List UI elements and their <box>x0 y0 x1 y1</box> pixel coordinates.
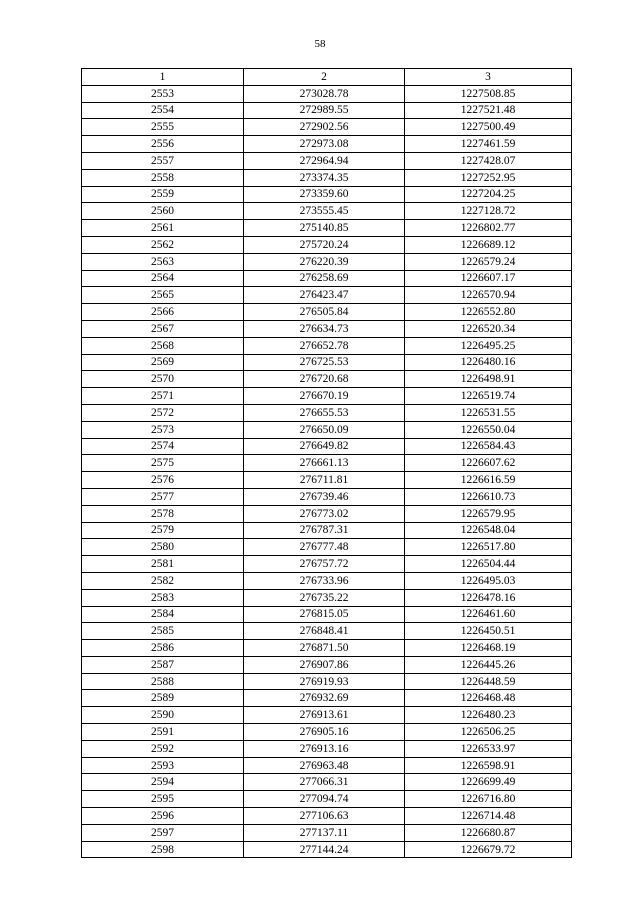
cell-point-number: 2578 <box>82 505 244 522</box>
cell-y-coordinate: 1226448.59 <box>405 673 572 690</box>
table-row <box>82 522 572 539</box>
table-row <box>82 388 572 405</box>
cell-y-coordinate: 1226480.16 <box>405 354 572 371</box>
cell-point-number: 2593 <box>82 757 244 774</box>
cell-point-number: 2569 <box>82 354 244 371</box>
cell-point-number: 2573 <box>82 421 244 438</box>
table-row <box>82 455 572 472</box>
table-row <box>82 404 572 421</box>
cell-y-coordinate: 1227500.49 <box>405 119 572 136</box>
table-row <box>82 572 572 589</box>
cell-x-coordinate: 276720.68 <box>244 371 405 388</box>
table-row <box>82 724 572 741</box>
cell-point-number: 2571 <box>82 388 244 405</box>
cell-x-coordinate: 276773.02 <box>244 505 405 522</box>
cell-x-coordinate: 276220.39 <box>244 253 405 270</box>
cell-x-coordinate: 276739.46 <box>244 488 405 505</box>
table-row <box>82 102 572 119</box>
table-row <box>82 169 572 186</box>
cell-y-coordinate: 1226550.04 <box>405 421 572 438</box>
table-row <box>82 253 572 270</box>
cell-point-number: 2576 <box>82 472 244 489</box>
cell-point-number: 2585 <box>82 623 244 640</box>
cell-y-coordinate: 1226607.62 <box>405 455 572 472</box>
cell-x-coordinate: 276913.61 <box>244 707 405 724</box>
table-row <box>82 472 572 489</box>
table-row <box>82 438 572 455</box>
cell-y-coordinate: 1226579.24 <box>405 253 572 270</box>
cell-point-number: 2561 <box>82 220 244 237</box>
cell-x-coordinate: 272902.56 <box>244 119 405 136</box>
cell-y-coordinate: 1226480.23 <box>405 707 572 724</box>
table-row <box>82 236 572 253</box>
cell-point-number: 2591 <box>82 724 244 741</box>
cell-x-coordinate: 276777.48 <box>244 539 405 556</box>
cell-x-coordinate: 276670.19 <box>244 388 405 405</box>
cell-x-coordinate: 273359.60 <box>244 186 405 203</box>
cell-y-coordinate: 1226680.87 <box>405 824 572 841</box>
table-row <box>82 606 572 623</box>
cell-y-coordinate: 1226533.97 <box>405 740 572 757</box>
cell-y-coordinate: 1226716.80 <box>405 791 572 808</box>
column-header-y: 3 <box>405 69 572 86</box>
cell-point-number: 2562 <box>82 236 244 253</box>
table-row <box>82 841 572 858</box>
table-row <box>82 152 572 169</box>
cell-point-number: 2577 <box>82 488 244 505</box>
table-row <box>82 337 572 354</box>
table-row <box>82 505 572 522</box>
table-row <box>82 421 572 438</box>
table-row <box>82 707 572 724</box>
table-row <box>82 287 572 304</box>
table-row <box>82 539 572 556</box>
cell-x-coordinate: 276848.41 <box>244 623 405 640</box>
cell-x-coordinate: 276505.84 <box>244 304 405 321</box>
cell-x-coordinate: 276711.81 <box>244 472 405 489</box>
column-header-point: 1 <box>82 69 244 86</box>
table-row <box>82 791 572 808</box>
cell-y-coordinate: 1226610.73 <box>405 488 572 505</box>
cell-point-number: 2598 <box>82 841 244 858</box>
table-row <box>82 320 572 337</box>
table-row <box>82 136 572 153</box>
cell-y-coordinate: 1226802.77 <box>405 220 572 237</box>
table-row <box>82 354 572 371</box>
cell-x-coordinate: 273555.45 <box>244 203 405 220</box>
cell-point-number: 2556 <box>82 136 244 153</box>
cell-point-number: 2559 <box>82 186 244 203</box>
cell-x-coordinate: 273028.78 <box>244 85 405 102</box>
cell-x-coordinate: 276932.69 <box>244 690 405 707</box>
cell-y-coordinate: 1226714.48 <box>405 808 572 825</box>
cell-y-coordinate: 1226520.34 <box>405 320 572 337</box>
cell-point-number: 2588 <box>82 673 244 690</box>
cell-point-number: 2583 <box>82 589 244 606</box>
table-row <box>82 824 572 841</box>
cell-point-number: 2582 <box>82 572 244 589</box>
cell-y-coordinate: 1226579.95 <box>405 505 572 522</box>
cell-y-coordinate: 1226607.17 <box>405 270 572 287</box>
cell-point-number: 2560 <box>82 203 244 220</box>
cell-y-coordinate: 1226504.44 <box>405 556 572 573</box>
table-row <box>82 774 572 791</box>
cell-y-coordinate: 1226445.26 <box>405 656 572 673</box>
table-row <box>82 623 572 640</box>
cell-point-number: 2575 <box>82 455 244 472</box>
cell-x-coordinate: 276815.05 <box>244 606 405 623</box>
cell-point-number: 2566 <box>82 304 244 321</box>
coordinates-table <box>81 68 572 858</box>
cell-y-coordinate: 1227508.85 <box>405 85 572 102</box>
cell-point-number: 2579 <box>82 522 244 539</box>
cell-x-coordinate: 276913.16 <box>244 740 405 757</box>
cell-y-coordinate: 1226468.19 <box>405 640 572 657</box>
cell-y-coordinate: 1226531.55 <box>405 404 572 421</box>
cell-y-coordinate: 1226495.03 <box>405 572 572 589</box>
cell-x-coordinate: 273374.35 <box>244 169 405 186</box>
table-row <box>82 740 572 757</box>
table-row <box>82 304 572 321</box>
cell-x-coordinate: 276963.48 <box>244 757 405 774</box>
cell-x-coordinate: 277094.74 <box>244 791 405 808</box>
column-header-x: 2 <box>244 69 405 86</box>
cell-x-coordinate: 276871.50 <box>244 640 405 657</box>
cell-y-coordinate: 1226584.43 <box>405 438 572 455</box>
cell-x-coordinate: 277137.11 <box>244 824 405 841</box>
cell-y-coordinate: 1226498.91 <box>405 371 572 388</box>
cell-x-coordinate: 272973.08 <box>244 136 405 153</box>
cell-point-number: 2596 <box>82 808 244 825</box>
cell-point-number: 2594 <box>82 774 244 791</box>
cell-x-coordinate: 276650.09 <box>244 421 405 438</box>
cell-x-coordinate: 276655.53 <box>244 404 405 421</box>
cell-x-coordinate: 275720.24 <box>244 236 405 253</box>
cell-x-coordinate: 276652.78 <box>244 337 405 354</box>
table-row <box>82 119 572 136</box>
cell-y-coordinate: 1226478.16 <box>405 589 572 606</box>
table-row <box>82 270 572 287</box>
cell-point-number: 2572 <box>82 404 244 421</box>
cell-y-coordinate: 1226468.48 <box>405 690 572 707</box>
cell-y-coordinate: 1226450.51 <box>405 623 572 640</box>
cell-y-coordinate: 1226570.94 <box>405 287 572 304</box>
table-header-row <box>82 69 572 86</box>
cell-point-number: 2570 <box>82 371 244 388</box>
cell-y-coordinate: 1226699.49 <box>405 774 572 791</box>
cell-y-coordinate: 1226552.80 <box>405 304 572 321</box>
cell-x-coordinate: 276787.31 <box>244 522 405 539</box>
table-row <box>82 589 572 606</box>
cell-x-coordinate: 276757.72 <box>244 556 405 573</box>
cell-x-coordinate: 276649.82 <box>244 438 405 455</box>
cell-point-number: 2568 <box>82 337 244 354</box>
cell-y-coordinate: 1226679.72 <box>405 841 572 858</box>
cell-point-number: 2597 <box>82 824 244 841</box>
cell-y-coordinate: 1226689.12 <box>405 236 572 253</box>
table-row <box>82 673 572 690</box>
cell-y-coordinate: 1227204.25 <box>405 186 572 203</box>
cell-x-coordinate: 276907.86 <box>244 656 405 673</box>
cell-x-coordinate: 276661.13 <box>244 455 405 472</box>
cell-point-number: 2589 <box>82 690 244 707</box>
cell-x-coordinate: 277144.24 <box>244 841 405 858</box>
cell-point-number: 2586 <box>82 640 244 657</box>
cell-point-number: 2587 <box>82 656 244 673</box>
cell-point-number: 2567 <box>82 320 244 337</box>
table-row <box>82 371 572 388</box>
cell-x-coordinate: 276423.47 <box>244 287 405 304</box>
cell-y-coordinate: 1226598.91 <box>405 757 572 774</box>
cell-point-number: 2584 <box>82 606 244 623</box>
cell-y-coordinate: 1226506.25 <box>405 724 572 741</box>
cell-point-number: 2580 <box>82 539 244 556</box>
table-row <box>82 186 572 203</box>
cell-y-coordinate: 1226461.60 <box>405 606 572 623</box>
cell-y-coordinate: 1227428.07 <box>405 152 572 169</box>
table-row <box>82 556 572 573</box>
cell-x-coordinate: 277106.63 <box>244 808 405 825</box>
cell-y-coordinate: 1227128.72 <box>405 203 572 220</box>
cell-point-number: 2565 <box>82 287 244 304</box>
cell-point-number: 2558 <box>82 169 244 186</box>
table-row <box>82 640 572 657</box>
cell-x-coordinate: 275140.85 <box>244 220 405 237</box>
cell-x-coordinate: 276258.69 <box>244 270 405 287</box>
table-row <box>82 85 572 102</box>
cell-point-number: 2554 <box>82 102 244 119</box>
cell-point-number: 2574 <box>82 438 244 455</box>
table-row <box>82 203 572 220</box>
cell-x-coordinate: 276725.53 <box>244 354 405 371</box>
page-number: 58 <box>314 38 326 50</box>
cell-x-coordinate: 276733.96 <box>244 572 405 589</box>
table-row <box>82 808 572 825</box>
cell-point-number: 2595 <box>82 791 244 808</box>
cell-point-number: 2590 <box>82 707 244 724</box>
cell-point-number: 2557 <box>82 152 244 169</box>
cell-point-number: 2555 <box>82 119 244 136</box>
cell-point-number: 2592 <box>82 740 244 757</box>
cell-x-coordinate: 277066.31 <box>244 774 405 791</box>
cell-x-coordinate: 276735.22 <box>244 589 405 606</box>
cell-x-coordinate: 276919.93 <box>244 673 405 690</box>
cell-y-coordinate: 1226519.74 <box>405 388 572 405</box>
cell-y-coordinate: 1226616.59 <box>405 472 572 489</box>
cell-y-coordinate: 1227521.48 <box>405 102 572 119</box>
cell-y-coordinate: 1227252.95 <box>405 169 572 186</box>
table-row <box>82 656 572 673</box>
cell-point-number: 2564 <box>82 270 244 287</box>
table-row <box>82 220 572 237</box>
cell-x-coordinate: 276634.73 <box>244 320 405 337</box>
table-row <box>82 488 572 505</box>
cell-x-coordinate: 276905.16 <box>244 724 405 741</box>
cell-x-coordinate: 272964.94 <box>244 152 405 169</box>
cell-point-number: 2553 <box>82 85 244 102</box>
table-row <box>82 757 572 774</box>
cell-y-coordinate: 1227461.59 <box>405 136 572 153</box>
cell-point-number: 2581 <box>82 556 244 573</box>
cell-x-coordinate: 272989.55 <box>244 102 405 119</box>
cell-y-coordinate: 1226495.25 <box>405 337 572 354</box>
cell-point-number: 2563 <box>82 253 244 270</box>
table-row <box>82 690 572 707</box>
cell-y-coordinate: 1226548.04 <box>405 522 572 539</box>
cell-y-coordinate: 1226517.80 <box>405 539 572 556</box>
table-body <box>82 85 572 858</box>
